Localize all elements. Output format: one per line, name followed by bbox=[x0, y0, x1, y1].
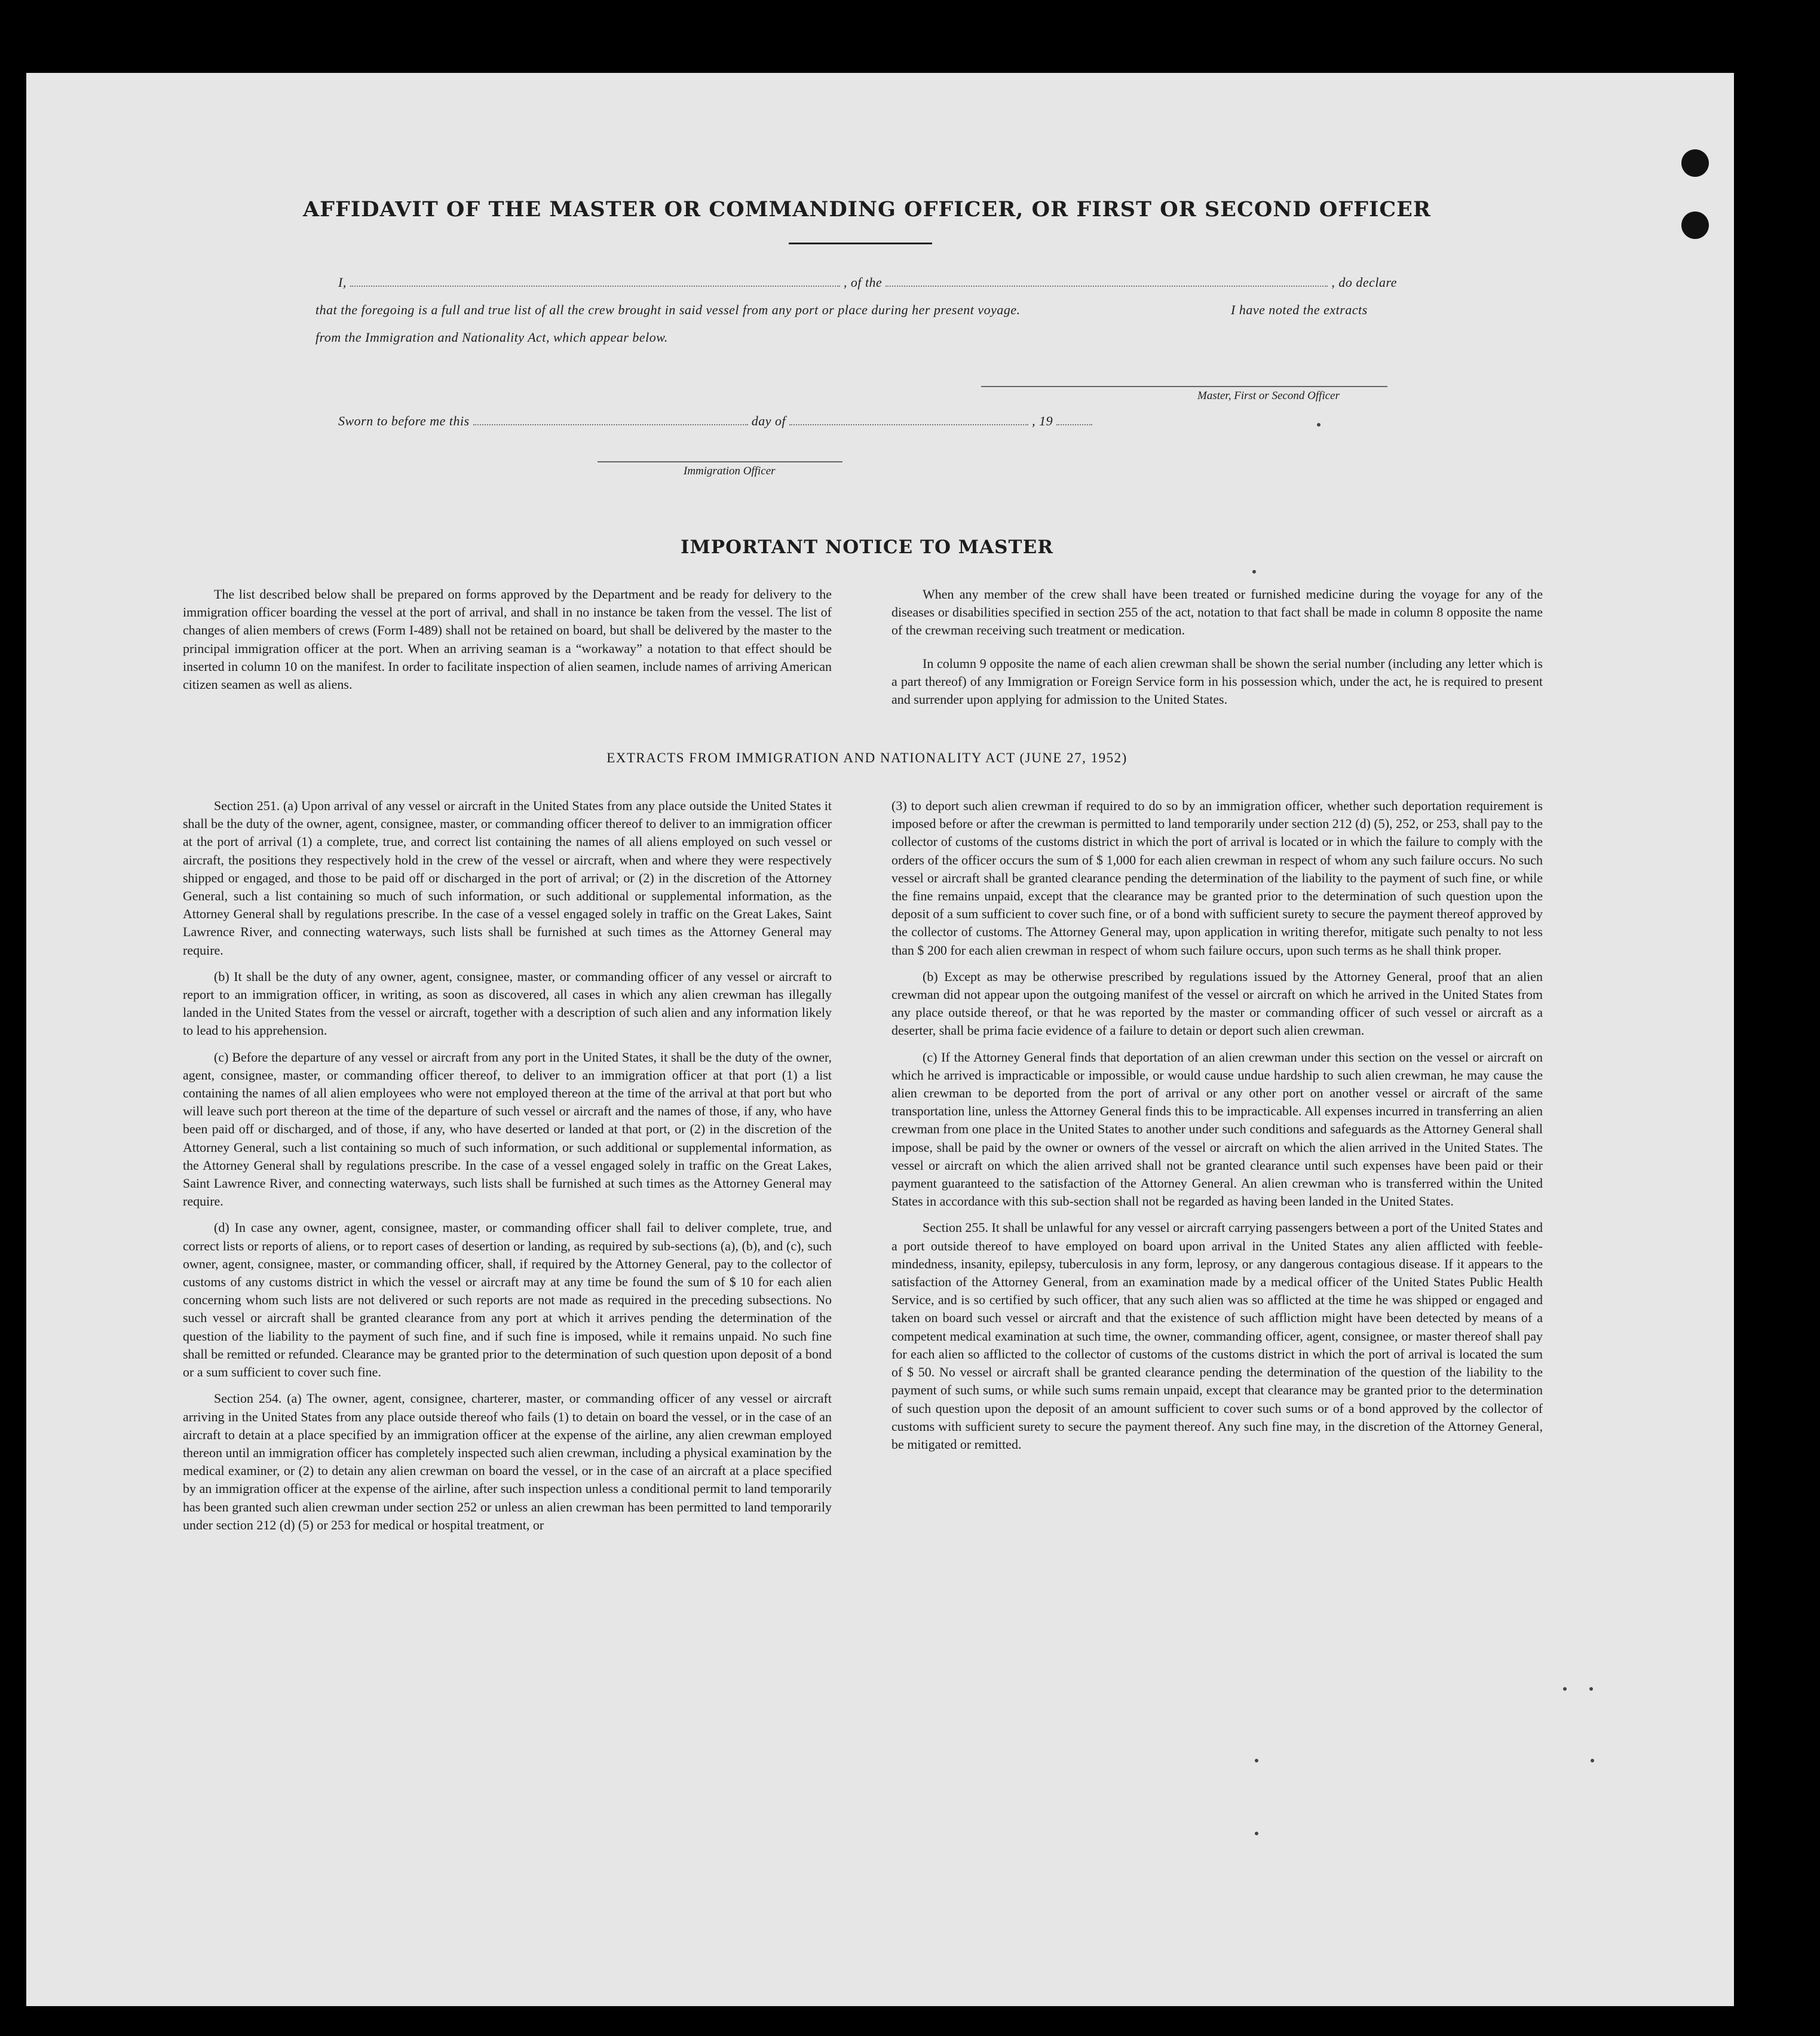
section-254-c: (c) If the Attorney General finds that deportation of an alien crewman under this section on the vessel or aircraft on which he arrived is impracticable or impossible, or would cause undue hardship to such alien crewman, he may cause the alien crewman to be deported from the port of arrival or any other port on another vessel or aircraft of the same transportation line, unless the Attorney General finds this to be impracticable. All expenses incurred in transferring an alien crewman from one place in the United States to another under such conditions and safeguards as the Attorney General shall impose, shall be paid by the owner or owners of the vessel or aircraft on which the alien arrived in the United States. The vessel or aircraft on which the alien arrived shall not be granted clearance until such expenses have been paid or their payment guaranteed to the satisfaction of the Attorney General. An alien crewman who is transferred within the United States in accordance with this sub-section shall not be regarded as having been landed in the United States. bbox=[891, 1049, 1543, 1209]
notice-right-paragraph-2: In column 9 opposite the name of each alien crewman shall be shown the serial number (including any letter which is a part thereof) of any Immigration or Foreign Service form in his possession which, under the act, he is required to present and surrender upon applying for admission to the United States. bbox=[891, 656, 1543, 707]
extracts-title: EXTRACTS FROM IMMIGRATION AND NATIONALITY ACT (JUNE 27, 1952) bbox=[606, 750, 1127, 765]
vessel-field[interactable] bbox=[886, 283, 1328, 287]
month-field[interactable] bbox=[789, 422, 1028, 425]
section-251-d: (d) In case any owner, agent, consignee, master, or commanding officer shall fail to deliver complete, true, and correct lists or reports of aliens, or to report cases of desertion or landing, as required by sub-sections (a), (b), and (c), such owner, agent, consignee, master, or commanding officer, shall, if required by the Attorney General, pay to the collector of customs of any customs district in which the vessel or aircraft may at any time be found the sum of $ 10 for each alien concerning whom such lists are not delivered or such reports are not made as required in the preceding subsections. No such vessel or aircraft shall be granted clearance from any port at which it arrives pending the determination of the question of the liability to the payment of such fine, and if such fine is imposed, while it remains unpaid. No such fine shall be remitted or refunded. Clearance may be granted prior to the determination of such question upon deposit of a bond or a sum sufficient to cover such fine. bbox=[183, 1220, 832, 1380]
of-the-label: , of the bbox=[843, 275, 883, 290]
notice-title: IMPORTANT NOTICE TO MASTER bbox=[680, 536, 1054, 558]
officer-signature-line[interactable] bbox=[598, 461, 842, 462]
scan-speck bbox=[1589, 1687, 1593, 1691]
punch-hole-top bbox=[1681, 149, 1709, 177]
scan-speck bbox=[1591, 1759, 1594, 1762]
master-signature-label: Master, First or Second Officer bbox=[1197, 390, 1340, 402]
do-declare-label: , do declare bbox=[1331, 275, 1397, 290]
section-251-c: (c) Before the departure of any vessel or aircraft from any port in the United States, it shall be the duty of the owner, agent, consignee, master, or commanding officer thereof, to deliver to an immigration officer at that port (1) a list containing the names of all alien employees who were not employed thereon at the time of the arrival at that port but who will leave such port thereon at the time of the departure of such vessel or aircraft and the names of those, if any, who have been paid off or discharged, and of those, if any, who have deserted or landed at that port, or (2) in the discretion of the Attorney General, such a list containing so much of such information, or such additional or supplemental information, as the Attorney General shall by regulations prescribe. In the case of a vessel engaged solely in traffic on the Great Lakes, Saint Lawrence River, and connecting waterways, such lists shall be furnished at such times as the Attorney General may require. bbox=[183, 1049, 832, 1209]
sworn-line bbox=[338, 413, 1092, 429]
declaration-line-2 bbox=[315, 302, 1021, 318]
section-251-b: (b) It shall be the duty of any owner, agent, consignee, master, or commanding officer of any vessel or aircraft to report to an immigration officer, in writing, as soon as discovered, all cases in which any alien crewman has illegally landed in the United States from the vessel or aircraft, together with a description of such alien and any information likely to lead to his apprehension. bbox=[183, 968, 832, 1038]
notice-left-paragraph: The list described below shall be prepared on forms approved by the Department and be ready for delivery to the immigration officer boarding the vessel at the port of arrival, and shall in no instance be taken from the vessel. The list of changes of alien members of crews (Form I-489) shall not be retained on board, but shall be delivered by the master to the principal immigration officer at the port. When an arriving seaman is a “workaway” a notation to that effect should be inserted in column 10 on the manifest. In order to facilitate inspection of alien seamen, include names of arriving American citizen seamen as well as aliens. bbox=[183, 587, 832, 692]
scan-speck bbox=[1255, 1759, 1258, 1762]
extracts-right-column bbox=[891, 797, 1543, 1454]
affidavit-title: AFFIDAVIT OF THE MASTER OR COMMANDING OFFICER, OR FIRST OR SECOND OFFICER bbox=[302, 197, 1432, 222]
extracts-left-column bbox=[183, 797, 832, 1534]
section-254-b: (b) Except as may be otherwise prescribed by regulations issued by the Attorney General, proof that an alien crewman did not appear upon the outgoing manifest of the vessel or aircraft on which he arrived in the United States from any place outside thereof, or that he was reported by the master or commanding officer of such vessel or aircraft as a deserter, shall be prima facie evidence of a failure to detain or deport such alien crewman. bbox=[891, 968, 1543, 1038]
scan-speck bbox=[1563, 1687, 1567, 1691]
declaration-line-3: from the Immigration and Nationality Act, which appear below. bbox=[315, 330, 668, 345]
officer-label: Immigration Officer bbox=[684, 465, 776, 477]
scan-speck bbox=[1317, 423, 1320, 427]
year-field[interactable] bbox=[1056, 422, 1092, 425]
declaration-line-1 bbox=[338, 275, 1397, 290]
day-of-label: day of bbox=[751, 413, 786, 428]
notice-right-paragraph-1: When any member of the crew shall have been treated or furnished medicine during the voyage for any of the diseases or disabilities specified in section 255 of the act, notation to that fact shall be made in column 8 opposite the name of the crewman receiving such treatment or medication. bbox=[891, 587, 1543, 638]
title-underline bbox=[789, 243, 932, 244]
sworn-day-field[interactable] bbox=[473, 422, 748, 425]
section-254-a-cont: (3) to deport such alien crewman if required to do so by an immigration officer, whether such deportation requirement is imposed before or after the crewman is permitted to land temporarily under section 212 (d) (5), 252, or 253, shall pay to the collector of customs of the customs district in which the port of arrival is located or in which the failure to comply with the orders of the officer occurs the sum of $ 1,000 for each alien crewman in respect of whom any such failure occurs. No such vessel or aircraft shall be granted clearance pending the determination of the liability to the payment of such fine, or while the fine remains unpaid, except that the clearance may be granted prior to the determination of such question upon the deposit of a sum sufficient to cover such fine, or of a bond with sufficient surety to secure the payment thereof approved by the collector of customs. The Attorney General may, upon application in writing therefor, mitigate such penalty to not less than $ 200 for each alien crewman in respect of whom such failure occurs, upon such terms as he shall think proper. bbox=[891, 798, 1543, 958]
master-signature-line[interactable] bbox=[981, 386, 1387, 387]
extracts-note: I have noted the extracts bbox=[1231, 302, 1368, 317]
section-254-a: Section 254. (a) The owner, agent, consignee, charterer, master, or commanding officer of any vessel or aircraft arriving in the United States from any place outside thereof who fails (1) to detain on board the vessel, or in the case of an aircraft to detain at a place specified by an immigration officer at the expense of the airline, any alien crewman employed thereon until an immigration officer has completely inspected such alien crewman, including a physical examination by the medical examiner, or (2) to detain any alien crewman on board the vessel, or in the case of an aircraft at a place specified by an immigration officer at the expense of the airline, after such inspection unless a conditional permit to land temporarily has been granted such alien crewman under section 252 or unless an alien crewman has been permitted to land temporarily under section 212 (d) (5) or 253 for medical or hospital treatment, or bbox=[183, 1391, 832, 1532]
declaration-text: that the foregoing is a full and true list of all the crew brought in said vessel from any port or place during her present voyage. bbox=[315, 302, 1021, 317]
scan-speck bbox=[1255, 1832, 1258, 1835]
name-field[interactable] bbox=[350, 283, 840, 287]
year-label: , 19 bbox=[1032, 413, 1053, 428]
section-255: Section 255. It shall be unlawful for any vessel or aircraft carrying passengers between a port of the United States and a port outside thereof to have employed on board upon arrival in the United States any alien afflicted with feeble-mindedness, insanity, epilepsy, tuberculosis in any form, leprosy, or any dangerous contagious disease. If it appears to the satisfaction of the Attorney General, from an examination made by a medical officer of the United States Public Health Service, and is so certified by such officer, that any such alien was so afflicted at the time he was shipped or engaged and taken on board such vessel or aircraft and that the existence of such affliction might have been detected by means of a competent medical examination at such time, the owner, commanding officer, agent, consignee, or master thereof shall pay for each alien so afflicted to the collector of customs of the customs district in which the port of arrival is located the sum of $ 50. No vessel or aircraft shall be granted clearance pending the determination of the question of the liability to the payment of such sums, or while such sums remain unpaid, except that clearance may be granted prior to the determination of such question upon the deposit of an amount sufficient to cover such sums or of a bond approved by the collector of customs with sufficient surety to secure the payment thereof. Any such fine may, in the discretion of the Attorney General, be mitigated or remitted. bbox=[891, 1220, 1543, 1452]
section-251-a: Section 251. (a) Upon arrival of any vessel or aircraft in the United States from any place outside the United States it shall be the duty of the owner, agent, consignee, master, or commanding officer thereof to deliver to an immigration officer at the port of arrival (1) a complete, true, and correct list containing the names of all aliens employed on such vessel or aircraft, the positions they respectively hold in the crew of the vessel or aircraft, when and where they were respectively shipped or engaged, and those to be paid off or discharged in the port of arrival; or (2) in the discretion of the Attorney General, such a list containing so much of such information, or such additional or supplemental information, as the Attorney General shall by regulations prescribe. In the case of a vessel engaged solely in traffic on the Great Lakes, Saint Lawrence River, and connecting waterways, such lists shall be furnished at such times as the Attorney General may require. bbox=[183, 798, 832, 958]
sworn-label: Sworn to before me this bbox=[338, 413, 470, 428]
scan-speck bbox=[1252, 570, 1256, 574]
i-label: I, bbox=[338, 275, 347, 290]
